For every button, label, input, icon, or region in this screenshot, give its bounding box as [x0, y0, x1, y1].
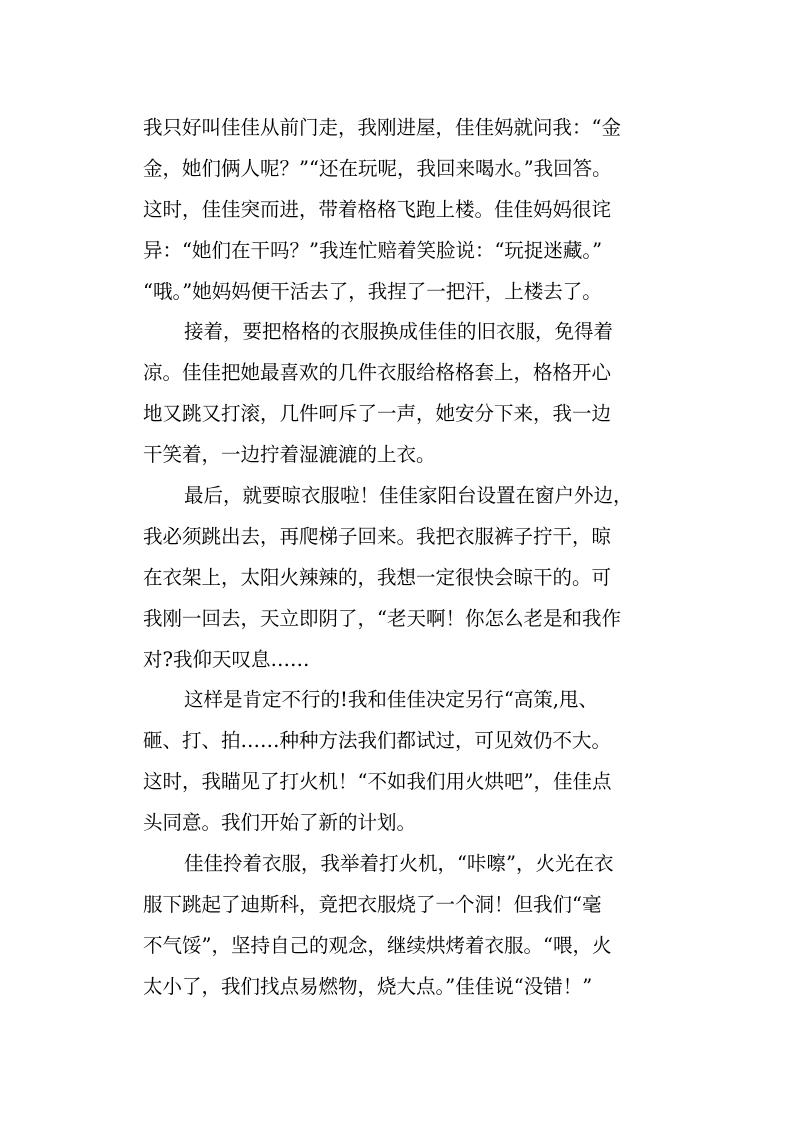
paragraph-start-line: 最后，就要晾衣服啦！佳佳家阳台设置在窗户外边，: [184, 484, 633, 508]
text-line: 干笑着，一边拧着湿漉漉的上衣。: [143, 443, 436, 467]
text-line: 异：“她们在干吗？”我连忙赔着笑脸说：“玩捉迷藏。”: [143, 238, 603, 262]
text-line: 在衣架上，太阳火辣辣的，我想一定很快会晾干的。可: [143, 565, 612, 589]
paragraph-start-line: 接着，要把格格的衣服换成佳佳的旧衣服，免得着: [184, 320, 614, 344]
text-line: 金，她们俩人呢？”“还在玩呢，我回来喝水。”我回答。: [143, 156, 612, 180]
paragraph-start-line: 这样是肯定不行的!我和佳佳决定另行“高策,甩、: [184, 688, 599, 712]
text-line: 我只好叫佳佳从前门走，我刚进屋，佳佳妈就问我：“金: [143, 116, 621, 139]
text-line: 服下跳起了迪斯科，竟把衣服烧了一个洞！但我们“毫: [143, 892, 602, 916]
paragraph-start-line: 佳佳拎着衣服，我举着打火机，“咔嚓”，火光在衣: [184, 852, 614, 876]
text-line: 对?我仰天叹息……: [143, 647, 310, 671]
text-line: 凉。佳佳把她最喜欢的几件衣服给格格套上，格格开心: [143, 361, 612, 385]
body-text: [143, 108, 663, 1008]
text-line: “哦。”她妈妈便干活去了，我捏了一把汗，上楼去了。: [143, 279, 602, 303]
text-line: 砸、打、拍……种种方法我们都试过，可见效仍不大。: [143, 729, 612, 753]
text-line: 这时，佳佳突而进，带着格格飞跑上楼。佳佳妈妈很诧: [143, 197, 612, 221]
text-line: 太小了，我们找点易燃物，烧大点。”佳佳说“没错！”: [143, 974, 593, 998]
text-line: 头同意。我们开始了新的计划。: [143, 811, 417, 835]
text-line: 地又跳又打滚，几件呵斥了一声，她安分下来，我一边: [143, 402, 612, 426]
text-line: 不气馁”，坚持自己的观念，继续烘烤着衣服。“喂，火: [143, 933, 612, 957]
text-line: 我刚一回去，天立即阴了，“老天啊！你怎么老是和我作: [143, 606, 621, 630]
text-line: 我必须跳出去，再爬梯子回来。我把衣服裤子拧干，晾: [143, 524, 612, 548]
text-line: 这时，我瞄见了打火机！“不如我们用火烘吧”，佳佳点: [143, 770, 612, 794]
